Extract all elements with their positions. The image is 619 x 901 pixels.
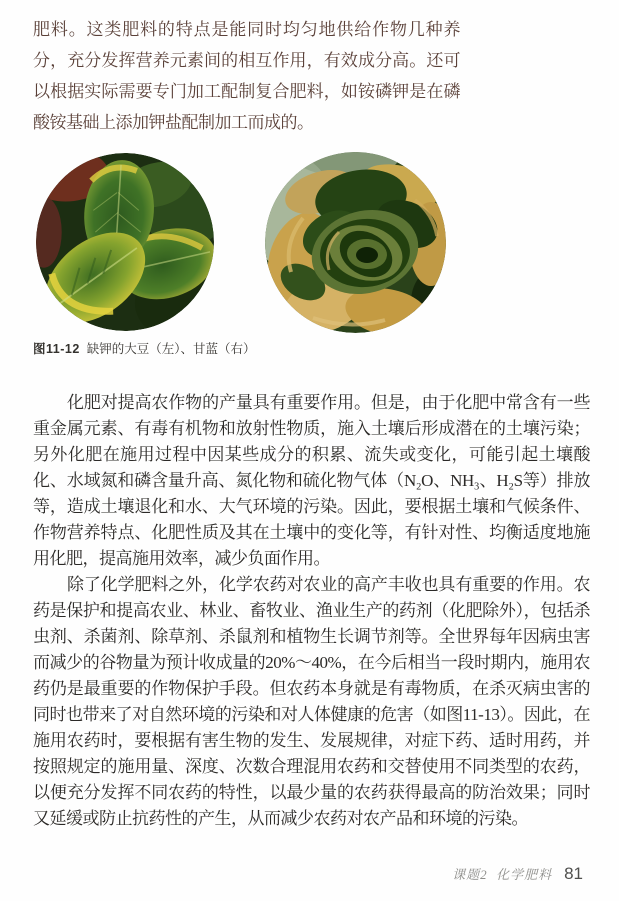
- figure-caption-number: 图11-12: [33, 342, 80, 356]
- body-paragraph-fertilizer: 化肥对提高农作物的产量具有重要作用。但是，由于化肥中常含有一些重金属元素、有毒有机物和放射性物质，施入土壤后形成潜在的土壤污染；另外化肥在施用过程中因某些成分的积累、流失或变化，可能引起土壤酸化、水域氮和磷含量升高、氮化物和硫化物气体（N₂O、NH₃、H₂S等）排放等，造成土壤退化和水、大气环境的污染。因此，要根据土壤和气候条件、作物营养特点、化肥性质及其在土壤中的变化等，有针对性、均衡适度地施用化肥，提高施用效率，减少负面作用。: [33, 393, 590, 568]
- body-text: [33, 390, 590, 832]
- cabbage-photo: [265, 152, 446, 333]
- intro-paragraph: 肥料。这类肥料的特点是能同时均匀地供给作物几种养分，充分发挥营养元素间的相互作用，有效成分高。还可以根据实际需要专门加工配制复合肥料，如铵磷钾是在磷酸铵基础上添加钾盐配制加工而成的。: [33, 20, 460, 132]
- body-paragraph-pesticide: 除了化学肥料之外，化学农药对农业的高产丰收也具有重要的作用。农药是保护和提高农业、林业、畜牧业、渔业生产的药剂（化肥除外），包括杀虫剂、杀菌剂、除草剂、杀鼠剂和植物生长调节剂等。全世界每年因病虫害而减少的谷物量为预计收成量的20%～40%，在今后相当一段时期内，施用农药仍是最重要的作物保护手段。但农药本身就是有毒物质，在杀灭病虫害的同时也带来了对自然环境的污染和对人体健康的危害（如图11-13）。因此，在施用农药时，要根据有害生物的发生、发展规律，对症下药、适时用药，并按照规定的施用量、深度、次数合理混用农药和交替使用不同类型的农药，以便充分发挥不同农药的特性，以最少量的农药获得最高的防治效果；同时又延缓或防止抗药性的产生，从而减少农药对农产品和环境的污染。: [33, 575, 590, 828]
- footer-section-title: 课题2 化学肥料: [452, 867, 553, 882]
- soybean-photo-art: [36, 153, 214, 331]
- soybean-photo: [36, 153, 214, 331]
- cabbage-photo-art: [265, 152, 446, 333]
- figure-caption-text: 缺钾的大豆（左）、甘蓝（右）: [86, 342, 256, 356]
- page-footer: [452, 864, 583, 884]
- footer-page-number: 81: [564, 864, 583, 883]
- figure-caption: [33, 341, 256, 358]
